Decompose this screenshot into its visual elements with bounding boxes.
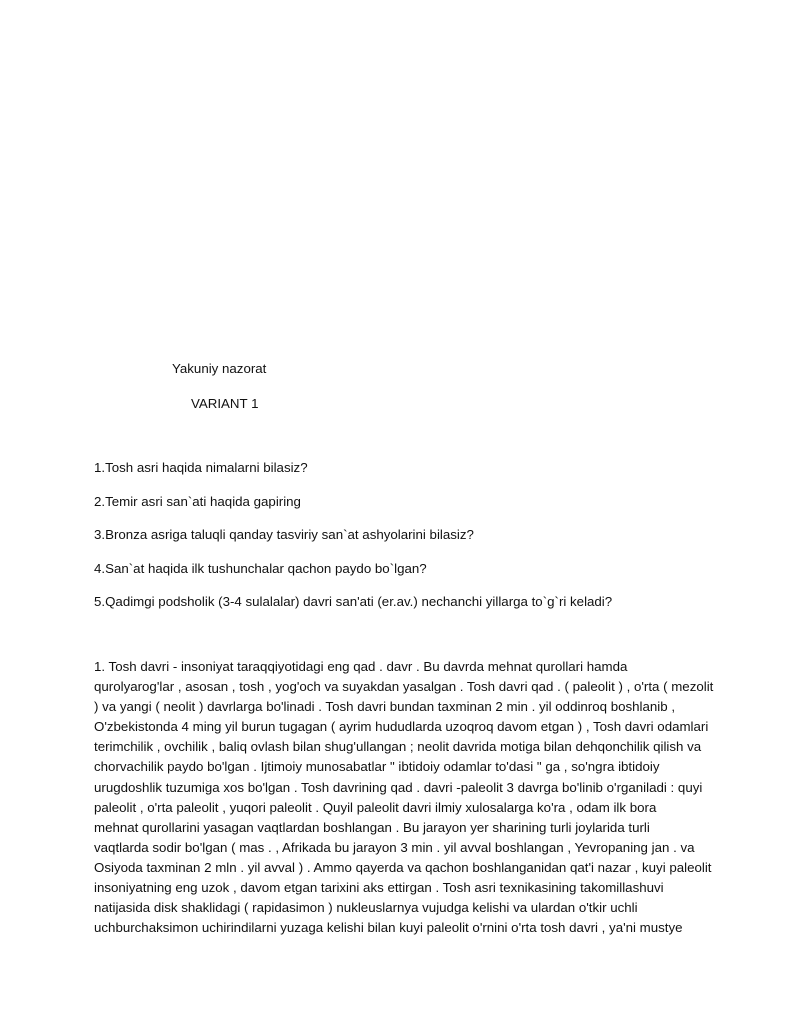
answer-line: ) va yangi ( neolit ) davrlarga bo'linadi . Tosh davri bundan taxminan 2 min . yil oddinroq boshlanib , bbox=[94, 699, 676, 715]
question-item: 3.Bronza asriga taluqli qanday tasviriy san`at ashyolarini bilasiz? bbox=[94, 527, 474, 542]
answer-line: urugdoshlik tuzumiga xos bo'lgan . Tosh davrining qad . davri -paleolit 3 davrga bo'linib o'rganiladi : quyi bbox=[94, 779, 703, 795]
question-item: 4.San`at haqida ilk tushunchalar qachon paydo bo`lgan? bbox=[94, 560, 427, 576]
question-item: 5.Qadimgi podsholik (3-4 sulalalar) davri san'ati (er.av.) nechanchi yillarga to`g`ri keladi? bbox=[94, 594, 613, 609]
answer-line: chorvachilik paydo bo'lgan . Ijtimoiy munosabatlar " ibtidoiy odamlar to'dasi " ga , so'ngra ibtidoiy bbox=[94, 759, 660, 775]
answer-line: paleolit , o'rta paleolit , yuqori paleolit . Quyil paleolit davri ilmiy xulosalarga ko'ra , odam ilk bora bbox=[94, 799, 657, 815]
answer-line: 1. Tosh davri - insoniyat taraqqiyotidagi eng qad . davr . Bu davrda mehnat qurollari hamda bbox=[94, 659, 628, 674]
question-item: 2.Temir asri san`ati haqida gapiring bbox=[94, 493, 301, 509]
answer-line: uchburchaksimon uchirindilarni yuzaga kelishi bilan kuyi paleolit o'rnini o'rta tosh davri , ya'ni mustye bbox=[94, 920, 683, 936]
answer-line: O'zbekistonda 4 ming yil burun tugagan ( ayrim hududlarda uzoqroq davom etgan ) , Tosh davri odamlari bbox=[94, 719, 709, 735]
answer-line: qurolyarog'lar , asosan , tosh , yog'och va suyakdan yasalgan . Tosh davri qad . ( paleolit ) , o'rta ( mezolit bbox=[94, 679, 714, 695]
answer-line: insoniyatning eng uzok , davom etgan tarixini aks ettirgan . Tosh asri texnikasining takomillashuvi bbox=[94, 880, 664, 896]
question-list bbox=[94, 459, 734, 627]
question-item: 1.Tosh asri haqida nimalarni bilasiz? bbox=[94, 460, 308, 475]
answer-paragraph bbox=[94, 657, 714, 938]
variant-heading: VARIANT 1 bbox=[191, 396, 259, 411]
answer-line: terimchilik , ovchilik , baliq ovlash bilan shug'ullangan ; neolit davrida motiga bilan dehqonchilik qilish va bbox=[94, 739, 702, 755]
answer-line: vaqtlarda sodir bo'lgan ( mas . , Afrikada bu jarayon 3 min . yil avval boshlangan , Yevropaning jan . va bbox=[94, 839, 695, 855]
answer-line: Osiyoda taxminan 2 mln . yil avval ) . Ammo qayerda va qachon boshlanganidan qat'i nazar , kuyi paleolit bbox=[94, 859, 712, 875]
document-title: Yakuniy nazorat bbox=[172, 361, 267, 376]
answer-line: natijasida disk shaklidagi ( rapidasimon ) nukleuslarnya vujudga kelishi va ulardan o'tkir uchli bbox=[94, 900, 638, 916]
answer-line: mehnat qurollarini yasagan vaqtlardan boshlangan . Bu jarayon yer sharining turli joylarida turli bbox=[94, 819, 650, 835]
